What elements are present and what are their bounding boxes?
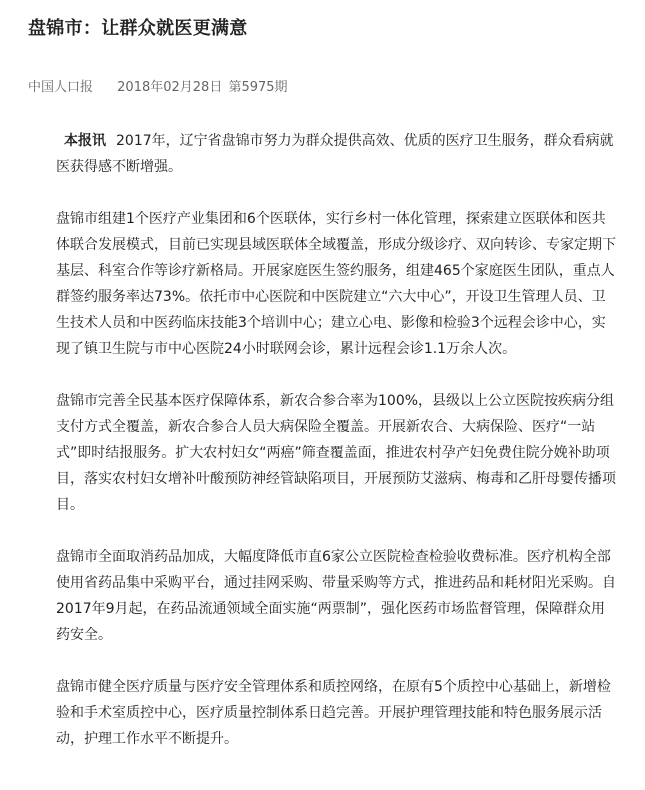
article-meta — [28, 79, 288, 97]
article-title: 盘锦市：让群众就医更满意 — [28, 18, 248, 39]
article-source: 中国人口报 — [28, 80, 94, 95]
paragraph: 盘锦市全面取消药品加成，大幅度降低市直6家公立医院检查检验收费标准。医疗机构全部使用省药品集中采购平台，通过挂网采购、带量采购等方式，推进药品和耗材阳光采购。自2017年9月起，在药品流通领域全面实施“两票制”，强化医药市场监督管理，保障群众用药安全。 — [56, 549, 616, 643]
paragraph: 盘锦市组建1个医疗产业集团和6个医联体，实行乡村一体化管理，探索建立医联体和医共体联合发展模式，目前已实现县域医联体全域覆盖，形成分级诊疗、双向转诊、专家定期下基层、科室合作等诊疗新格局。开展家庭医生签约服务，组建465个家庭医生团队，重点人群签约服务率达73%。依托市中心医院和中医院建立“六大中心”，开设卫生管理人员、卫生技术人员和中医药临床技能3个培训中心；建立心电、影像和检验3个远程会诊中心，实现了镇卫生院与市中心医院24小时联网会诊，累计远程会诊1.1万余人次。 — [56, 211, 616, 357]
paragraph — [56, 128, 616, 180]
paragraph: 盘锦市完善全民基本医疗保障体系，新农合参合率为100%，县级以上公立医院按疾病分组支付方式全覆盖，新农合参合人员大病保险全覆盖。开展新农合、大病保险、医疗“一站式”即时结报服务。扩大农村妇女“两癌”筛查覆盖面，推进农村孕产妇免费住院分娩补助项目，落实农村妇女增补叶酸预防神经管缺陷项目，开展预防艾滋病、梅毒和乙肝母婴传播项目。 — [56, 393, 616, 513]
paragraph: 盘锦市健全医疗质量与医疗安全管理体系和质控网络，在原有5个质控中心基础上，新增检验和手术室质控中心，医疗质量控制体系日趋完善。开展护理管理技能和特色服务展示活动，护理工作水平不断提升。 — [56, 679, 611, 747]
article-body — [56, 128, 616, 778]
lead-label: 本报讯 — [64, 133, 106, 149]
paragraph-text: 2017年，辽宁省盘锦市努力为群众提供高效、优质的医疗卫生服务，群众看病就医获得感不断增强。 — [56, 133, 614, 175]
article-date: 2018年02月28日 — [117, 80, 223, 95]
article-issue: 第5975期 — [228, 80, 288, 95]
